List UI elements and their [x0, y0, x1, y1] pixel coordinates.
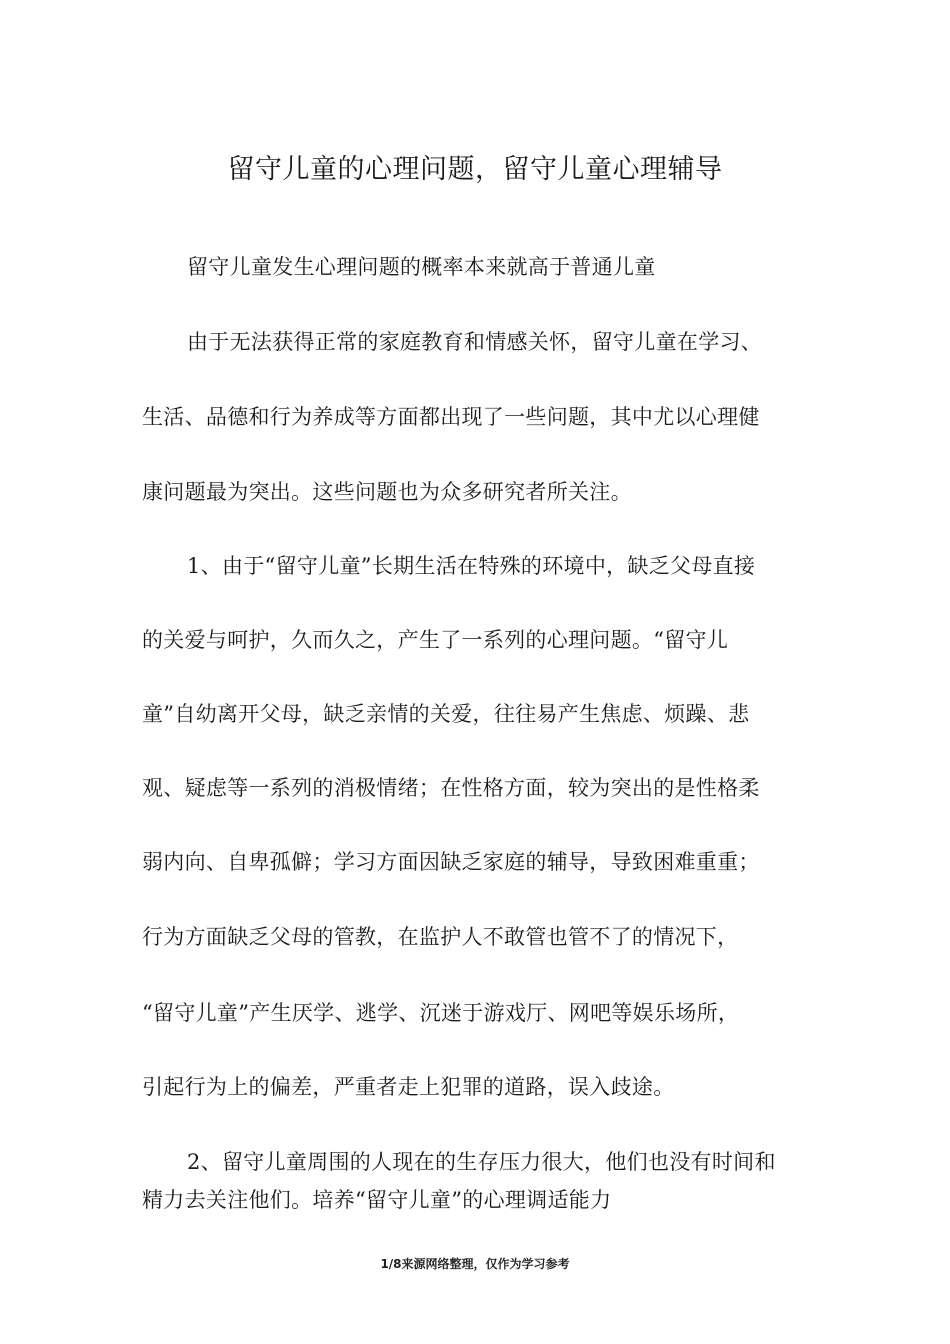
paragraph-line-6: 的关爱与呵护，久而久之，产生了一系列的心理问题。“留守儿 — [142, 628, 729, 652]
paragraph-line-7: 童”自幼离开父母，缺乏亲情的关爱，往往易产生焦虑、烦躁、悲 — [142, 702, 750, 726]
paragraph-line-1: 留守儿童发生心理问题的概率本来就高于普通儿童 — [187, 255, 656, 279]
paragraph-line-4: 康问题最为突出。这些问题也为众多研究者所关注。 — [142, 480, 632, 504]
paragraph-line-12: 引起行为上的偏差，严重者走上犯罪的道路，误入歧途。 — [142, 1075, 675, 1099]
paragraph-line-3: 生活、品德和行为养成等方面都出现了一些问题，其中尤以心理健 — [142, 405, 760, 429]
page-footer: 1/8来源网络整理，仅作为学习参考 — [380, 1257, 570, 1271]
paragraph-line-2: 由于无法获得正常的家庭教育和情感关怀，留守儿童在学习、 — [187, 330, 763, 354]
paragraph-line-13: 2、留守儿童周围的人现在的生存压力很大，他们也没有时间和 — [187, 1150, 776, 1174]
paragraph-line-14: 精力去关注他们。培养“留守儿童”的心理调适能力 — [142, 1188, 612, 1212]
paragraph-line-8: 观、疑虑等一系列的消极情绪；在性格方面，较为突出的是性格柔 — [142, 776, 760, 800]
paragraph-line-11: “留守儿童”产生厌学、逃学、沉迷于游戏厅、网吧等娱乐场所， — [142, 1001, 740, 1025]
document-title: 留守儿童的心理问题，留守儿童心理辅导 — [227, 154, 723, 185]
paragraph-line-9: 弱内向、自卑孤僻；学习方面因缺乏家庭的辅导，导致困难重重； — [142, 850, 760, 874]
paragraph-line-5: 1、由于“留守儿童”长期生活在特殊的环境中，缺乏父母直接 — [187, 554, 756, 578]
paragraph-line-10: 行为方面缺乏父母的管教，在监护人不敢管也管不了的情况下， — [142, 925, 739, 949]
